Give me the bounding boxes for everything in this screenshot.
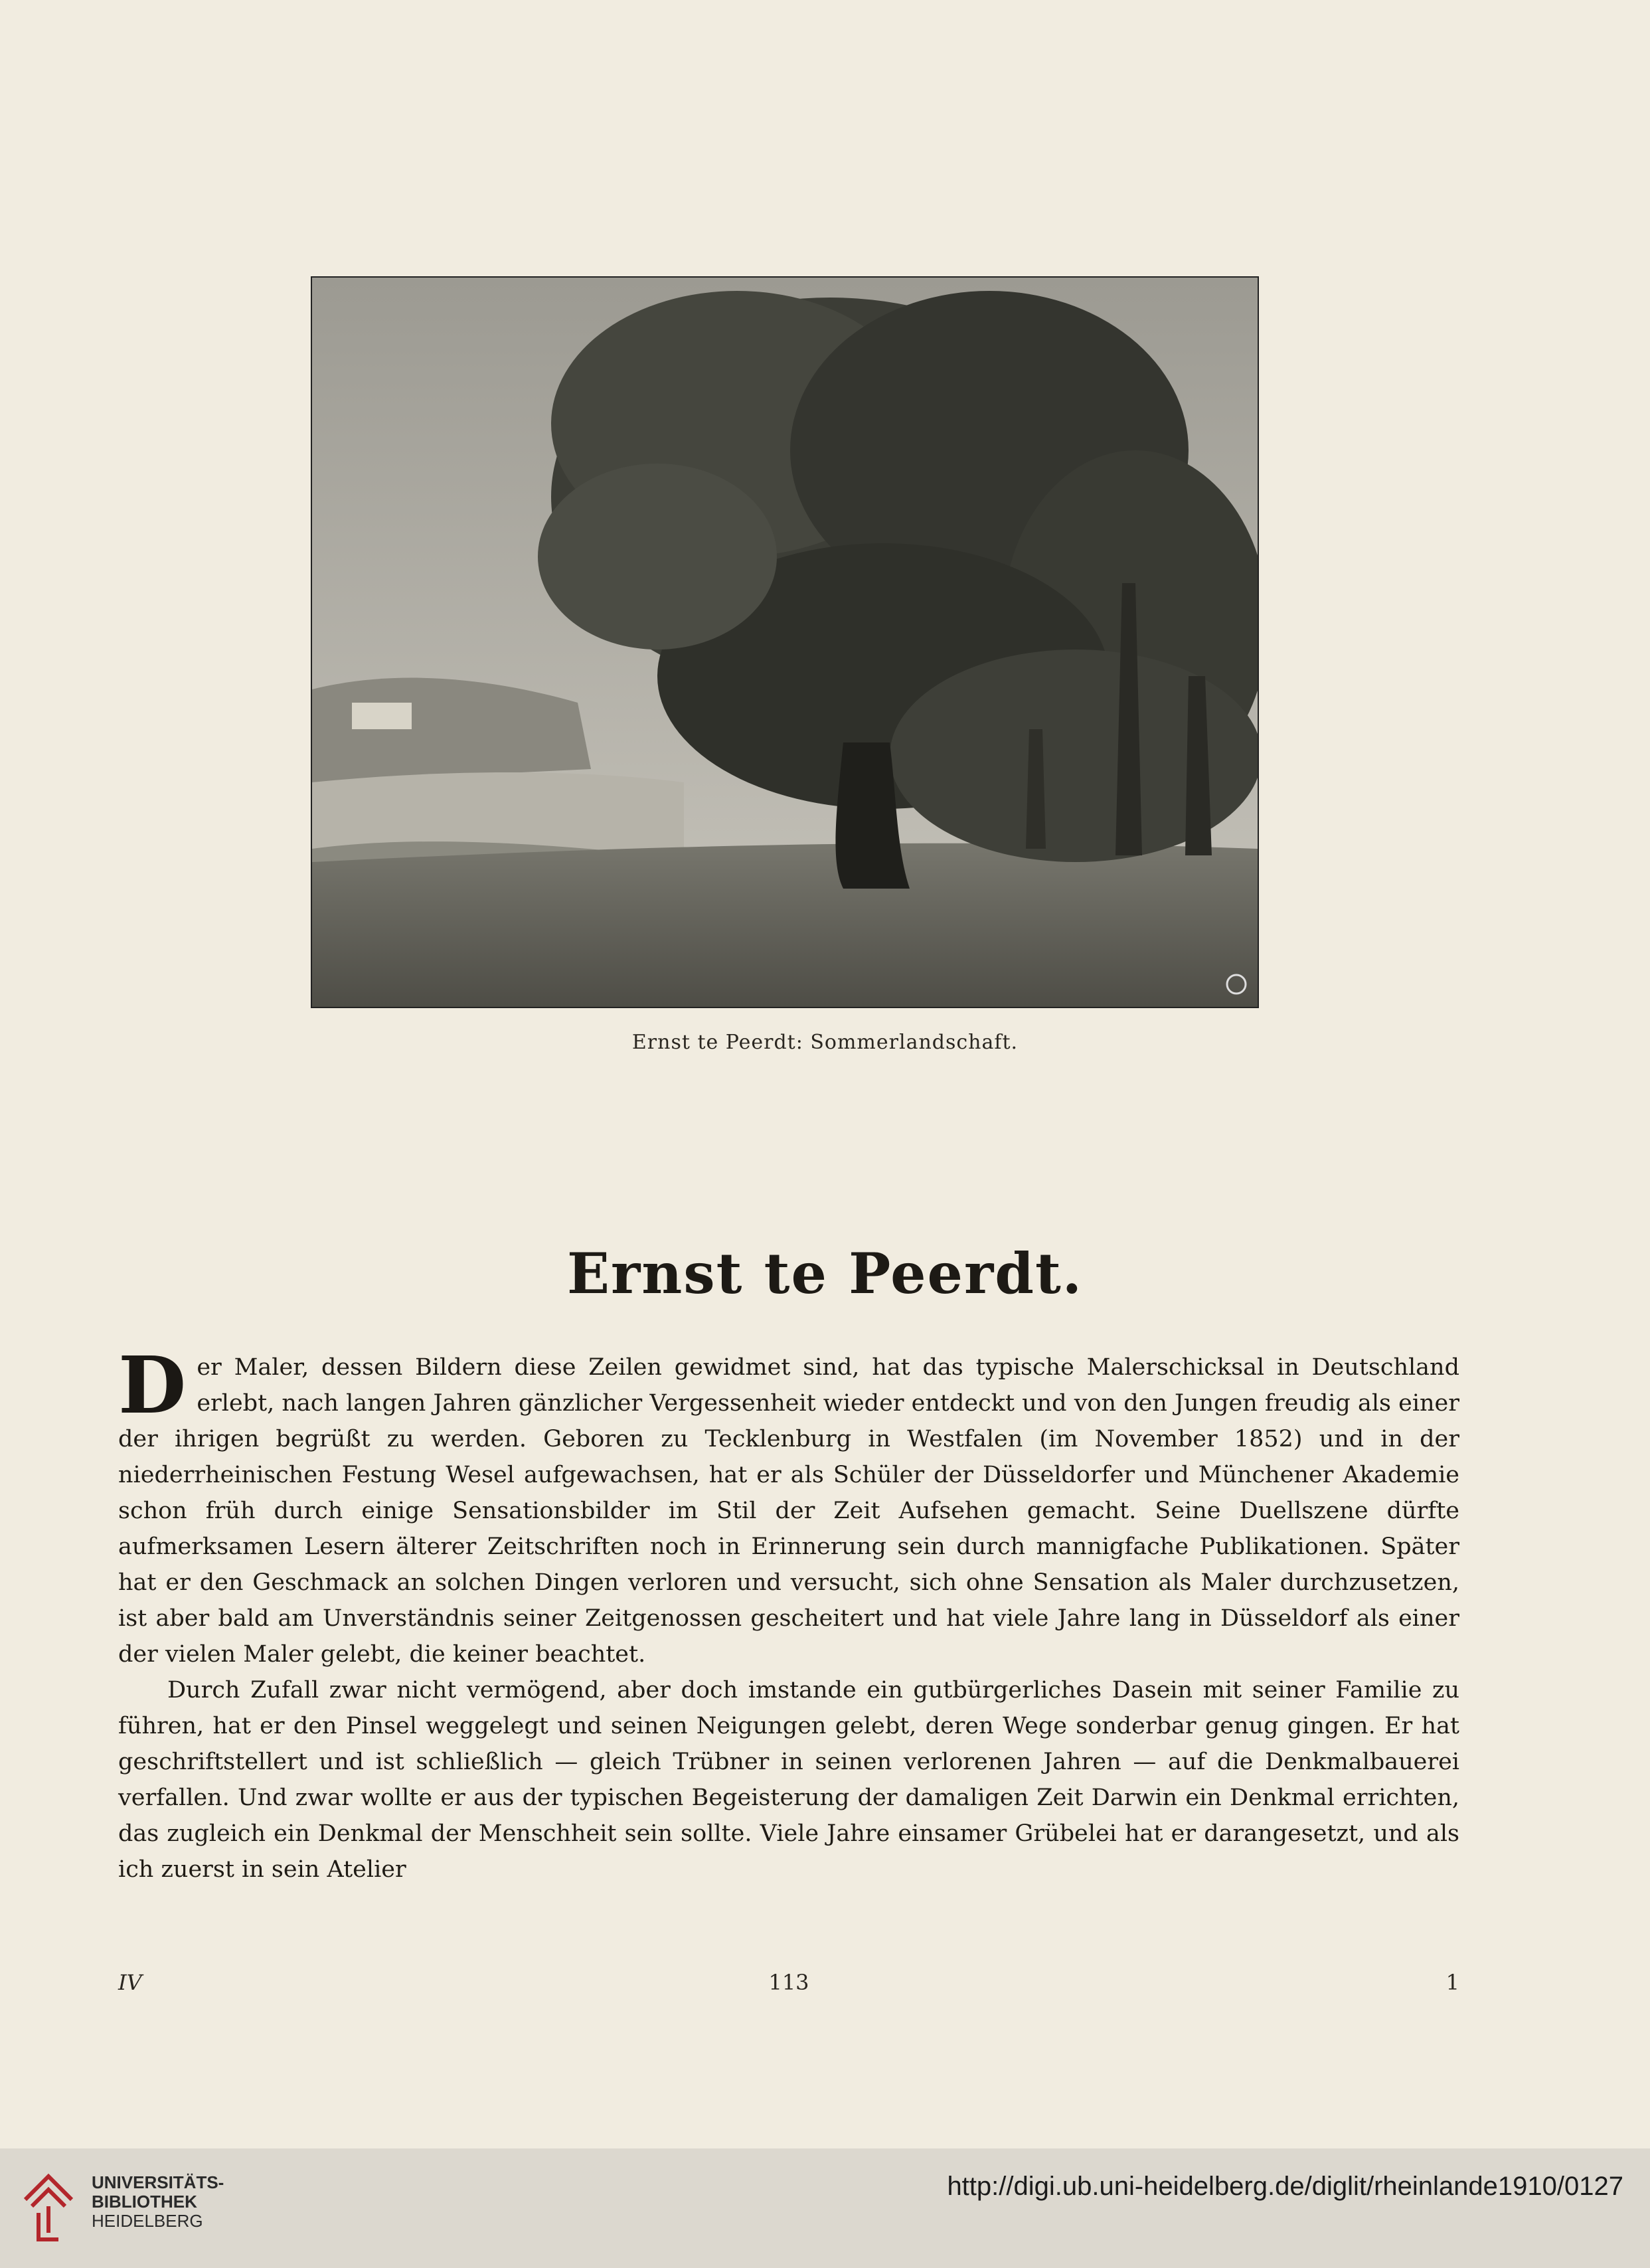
article-body [118,1339,1460,1887]
volume-number: IV [118,1970,142,1995]
library-name-line-1: UNIVERSITÄTS- [92,2172,224,2192]
landscape-painting-image [312,278,1258,1007]
source-url-link[interactable]: http://digi.ub.uni-heidelberg.de/diglit/rheinlande1910/0127 [947,2172,1623,2201]
library-name-line-3: HEIDELBERG [92,2211,203,2231]
paragraph-1 [118,1339,1460,1672]
page-number: 113 [768,1970,809,1995]
library-footer-bar [0,2148,1650,2268]
paragraph-1-text: er Maler, dessen Bildern diese Zeilen gewidmet sind, hat das typische Malerschicksal in Deutschland erlebt, nach langen Jahren gänzlicher Vergessenheit wieder entdeckt und von den Jungen freudig als einer der ihrigen begrüßt zu werden. Geboren zu Tecklenburg in Westfalen (im November 1852) und in der niederrheinischen Festung Wesel aufgewachsen, hat er als Schüler der Düsseldorfer und Münchener Akademie schon früh durch einige Sensationsbilder im Stil der Zeit Aufsehen gemacht. Seine Duellszene dürfte aufmerksamen Lesern älterer Zeitschriften noch in Erinnerung sein durch mannigfache Publikationen. Später hat er den Geschmack an solchen Dingen verloren und versucht, sich ohne Sensation als Maler durchzusetzen, ist aber bald am Unverständnis seiner Zeitgenossen gescheitert und hat viele Jahre lang in Düsseldorf als einer der vielen Maler gelebt, die keiner beachtet. [118,1354,1460,1668]
paragraph-2: Durch Zufall zwar nicht vermögend, aber doch imstande ein gutbürgerliches Dasein mit seiner Familie zu führen, hat er den Pinsel weggelegt und seinen Neigungen gelebt, deren Wege sonderbar genug gingen. Er hat geschriftstellert und ist schließlich — gleich Trübner in seinen verlorenen Jahren — auf die Denkmalbauerei verfallen. Und zwar wollte er aus der typischen Begeisterung der damaligen Zeit Darwin ein Denkmal errichten, das zugleich ein Denkmal der Menschheit sein sollte. Viele Jahre einsamer Grübelei hat er darangesetzt, und als ich zuerst in sein Atelier [118,1677,1459,1883]
landscape-painting-plate [311,276,1259,1008]
drop-cap: D [118,1339,187,1431]
page-footer [118,1970,1459,1996]
library-name [92,2173,224,2231]
plate-caption: Ernst te Peerdt: Sommerlandschaft. [631,1031,1019,1054]
library-name-line-2: BIBLIOTHEK [92,2192,197,2212]
library-logo-icon [19,2166,78,2246]
article-title: Ernst te Peerdt. [566,1241,1083,1306]
signature-mark: 1 [1445,1970,1459,1995]
